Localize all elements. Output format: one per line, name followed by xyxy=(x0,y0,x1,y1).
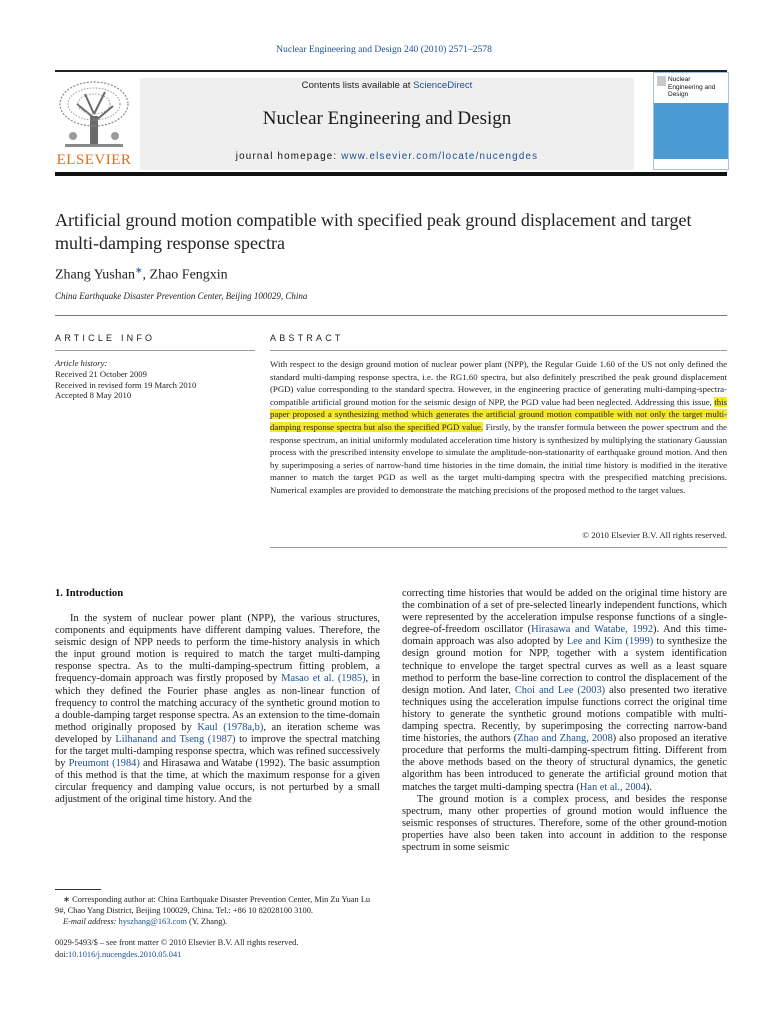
text-run: In the system of nuclear power plant (NPP), the various structures, components and equipments have different damping values. Therefore, the seismic design of NPP needs to perform the time-history analysis in which the input ground motion is required to match the target multi-damping response spectra. As to the multi-damping-spectrum fitting problem, a frequency-domain approach was firstly proposed by xyxy=(55,613,380,685)
text-run: to improve the spectral matching for the target multi-damping response spectra, which was refined successively by xyxy=(55,733,380,770)
history-label: Article history: xyxy=(55,358,108,368)
article-title: Artificial ground motion compatible with specified peak ground displacement and target multi-damping response spectra xyxy=(55,210,692,253)
intro-paragraph-2: The ground motion is a complex process, and besides the response spectrum, many other properties of ground motion would influence the seismic responses of structures. Therefore, some of the other ground-motion properties have also been taken into account in addition to the response spectrum in some seismic xyxy=(402,793,727,853)
received-date: Received 21 October 2009 xyxy=(55,368,147,379)
author-separator: , xyxy=(142,267,150,283)
revised-date: Received in revised form 19 March 2010 xyxy=(55,379,197,390)
email-suffix: (Y. Zhang). xyxy=(186,917,228,926)
header-thick-rule xyxy=(55,172,727,176)
text-run: ). xyxy=(645,781,652,793)
email-link[interactable]: hyszhang@163.com xyxy=(118,917,187,926)
body-column-left xyxy=(55,613,380,807)
doi-label: doi: xyxy=(55,949,69,959)
abstract-rule xyxy=(270,350,727,351)
journal-name: Nuclear Engineering and Design xyxy=(262,108,512,129)
header-rule xyxy=(55,70,727,72)
abstract-part-1: With respect to the design ground motion of nuclear power plant (NPP), the Regular Guide 1.60 of the US not only defined the standard multi-damping response spectra, i.e. the RG1.60 spectra, but also definitely prescribed the peak ground displacement (PGD) value corresponding to the standard spectra. However, in the engineering practice of generating multi-damping-spectra-compatible artificial ground motion for the seismic design of NPP, the PGD value had been neglected. Addressing this issue, xyxy=(270,359,727,407)
text-run: also presented two iterative techniques using the acceleration impulse functions correct the original time history to generate the synthetic ground motions compatible with multi-damping spectra. Recently, by superimposing the correcting narrow-band time histories, the authors ( xyxy=(402,684,727,745)
citation-hirasawa[interactable]: Hirasawa and Watabe, 1992 xyxy=(531,624,654,636)
footnote-text: Corresponding author at: China Earthquake Disaster Prevention Center, Min Zu Yuan Lu 9#, Chao Yang District, Beijing 100029, China. Tel.: +86 10 82028100 3100. xyxy=(55,895,371,915)
front-matter xyxy=(55,937,380,960)
doi-link[interactable]: 10.1016/j.nucengdes.2010.05.041 xyxy=(68,949,182,959)
citation-kaul[interactable]: Kaul (1978a,b) xyxy=(197,721,264,733)
affiliation: China Earthquake Disaster Prevention Center, Beijing 100029, China xyxy=(55,291,308,301)
elsevier-logo xyxy=(55,78,133,170)
accepted-date: Accepted 8 May 2010 xyxy=(55,390,132,401)
intro-paragraph-1 xyxy=(55,613,380,807)
corresponding-author-mark[interactable]: ∗ xyxy=(134,265,143,275)
cover-title: Nuclear Engineering and Design xyxy=(668,76,716,98)
citation-lee-kim[interactable]: Lee and Kim (1999) xyxy=(566,636,654,648)
contents-prefix: Contents lists available at xyxy=(301,80,414,91)
section-heading-introduction: 1. Introduction xyxy=(55,588,124,599)
citation-preumont[interactable]: Preumont (1984) xyxy=(68,758,140,770)
article-history xyxy=(55,358,255,401)
footnote-rule xyxy=(55,889,101,890)
journal-homepage xyxy=(140,151,634,162)
text-run: and Hirasawa and Watabe (1992). The basic assumption of this method is that the time, at which the maximum response for a given circular frequency and damping value occurs, is not perturbed by a small adjustment of the original time history. And the xyxy=(55,758,380,806)
divider xyxy=(55,315,727,316)
text-run: ). And this time-domain approach was also adopted by xyxy=(402,624,727,648)
citation-zhao-zhang[interactable]: Zhao and Zhang, 2008 xyxy=(517,733,613,745)
elsevier-tree-icon xyxy=(55,78,133,152)
body-column-right xyxy=(402,588,727,854)
cover-header xyxy=(654,73,728,103)
homepage-label: journal homepage: xyxy=(235,151,342,162)
citation-choi-lee[interactable]: Choi and Lee (2003) xyxy=(514,684,606,696)
citation-masao[interactable]: Masao et al. (1985) xyxy=(281,673,366,685)
citation-han[interactable]: Han et al., 2004 xyxy=(579,781,646,793)
text-run: , an iteration scheme was developed by xyxy=(55,721,381,745)
abstract-part-2: Firstly, by the transfer formula between the power spectrum and the response spectrum, an initial uniformly modulated acceleration time history is synthesized by multiplying the stationary Gaussian process with the prescribed intensity envelope to simulate the amplitude-non-stationarity of earthquake ground motion. And then by superimposing a series of narrow-band time histories in the time domain, the initial time history is modified in the iterative manner to match the target PGD as well as the target multi-damping spectra with the prespecified matching precisions. Numerical examples are provided to demonstrate the matching precisions of the proposed method to the target values. xyxy=(270,421,728,495)
article-info-rule xyxy=(55,350,255,351)
homepage-link[interactable]: www.elsevier.com/locate/nucengdes xyxy=(341,151,539,162)
sciencedirect-link[interactable]: ScienceDirect xyxy=(413,80,473,91)
intro-paragraph-1-continued xyxy=(402,588,727,794)
issn-line: 0029-5493/$ – see front matter © 2010 Elsevier B.V. All rights reserved. xyxy=(55,938,299,947)
citation-lilhanand[interactable]: Lilhanand and Tseng (1987) xyxy=(115,733,236,745)
publisher-name: ELSEVIER xyxy=(56,152,132,168)
journal-reference[interactable]: Nuclear Engineering and Design 240 (2010) 2571–2578 xyxy=(276,44,492,55)
footnote-author xyxy=(55,894,380,916)
abstract-highlight: this paper proposed a synthesizing method which generates the artificial ground motion compatible with not only the target multi-damping response spectra but also the specified PGD value. xyxy=(270,396,727,432)
cover-logo xyxy=(657,76,666,86)
footnote xyxy=(55,894,380,927)
abstract-copyright: © 2010 Elsevier B.V. All rights reserved. xyxy=(582,530,727,540)
author-1: Zhang Yushan xyxy=(55,267,135,283)
text-run: to synthesize the design ground motion for NPP, together with a system identification technique to envelope the target spectral curves as well as a least square method to perform the base-line correction to control the displacement of the design motion. And later, xyxy=(402,636,727,696)
authors xyxy=(55,265,228,284)
doi-line xyxy=(55,949,380,961)
abstract-heading: ABSTRACT xyxy=(270,333,344,343)
text-run: , in which they defined the Fourier phase angles as non-linear function of frequency to control the matching accuracy of the synthetic ground motion to a double-damping target response spectra. As an extension to the time-domain method originally proposed by xyxy=(55,673,381,733)
text-run: ) also proposed an iterative procedure that performs the multi-damping-spectrum fitting. Different from the above methods based on the theory of structural dynamics, the genetic algorithm has been introduced to generate the artificial ground motion that matches the target multi-damping spectra ( xyxy=(402,733,727,793)
text-run: correcting time histories that would be added on the original time history are the combination of a set of pre-selected linearly independent functions, which were represented by the acceleration impulse response functions of a single-degree-of-freedom oscillator ( xyxy=(402,588,727,636)
contents-line xyxy=(140,80,634,91)
journal-cover xyxy=(653,72,729,170)
article-info-heading: ARTICLE INFO xyxy=(55,333,156,343)
author-2: Zhao Fengxin xyxy=(149,267,228,283)
email-label: E-mail address: xyxy=(63,917,119,926)
footnote-mark: ∗ xyxy=(63,895,71,904)
abstract-text xyxy=(270,358,727,497)
footnote-email xyxy=(55,916,380,927)
abstract-bottom-rule xyxy=(270,547,727,548)
cover-footer xyxy=(654,159,728,169)
